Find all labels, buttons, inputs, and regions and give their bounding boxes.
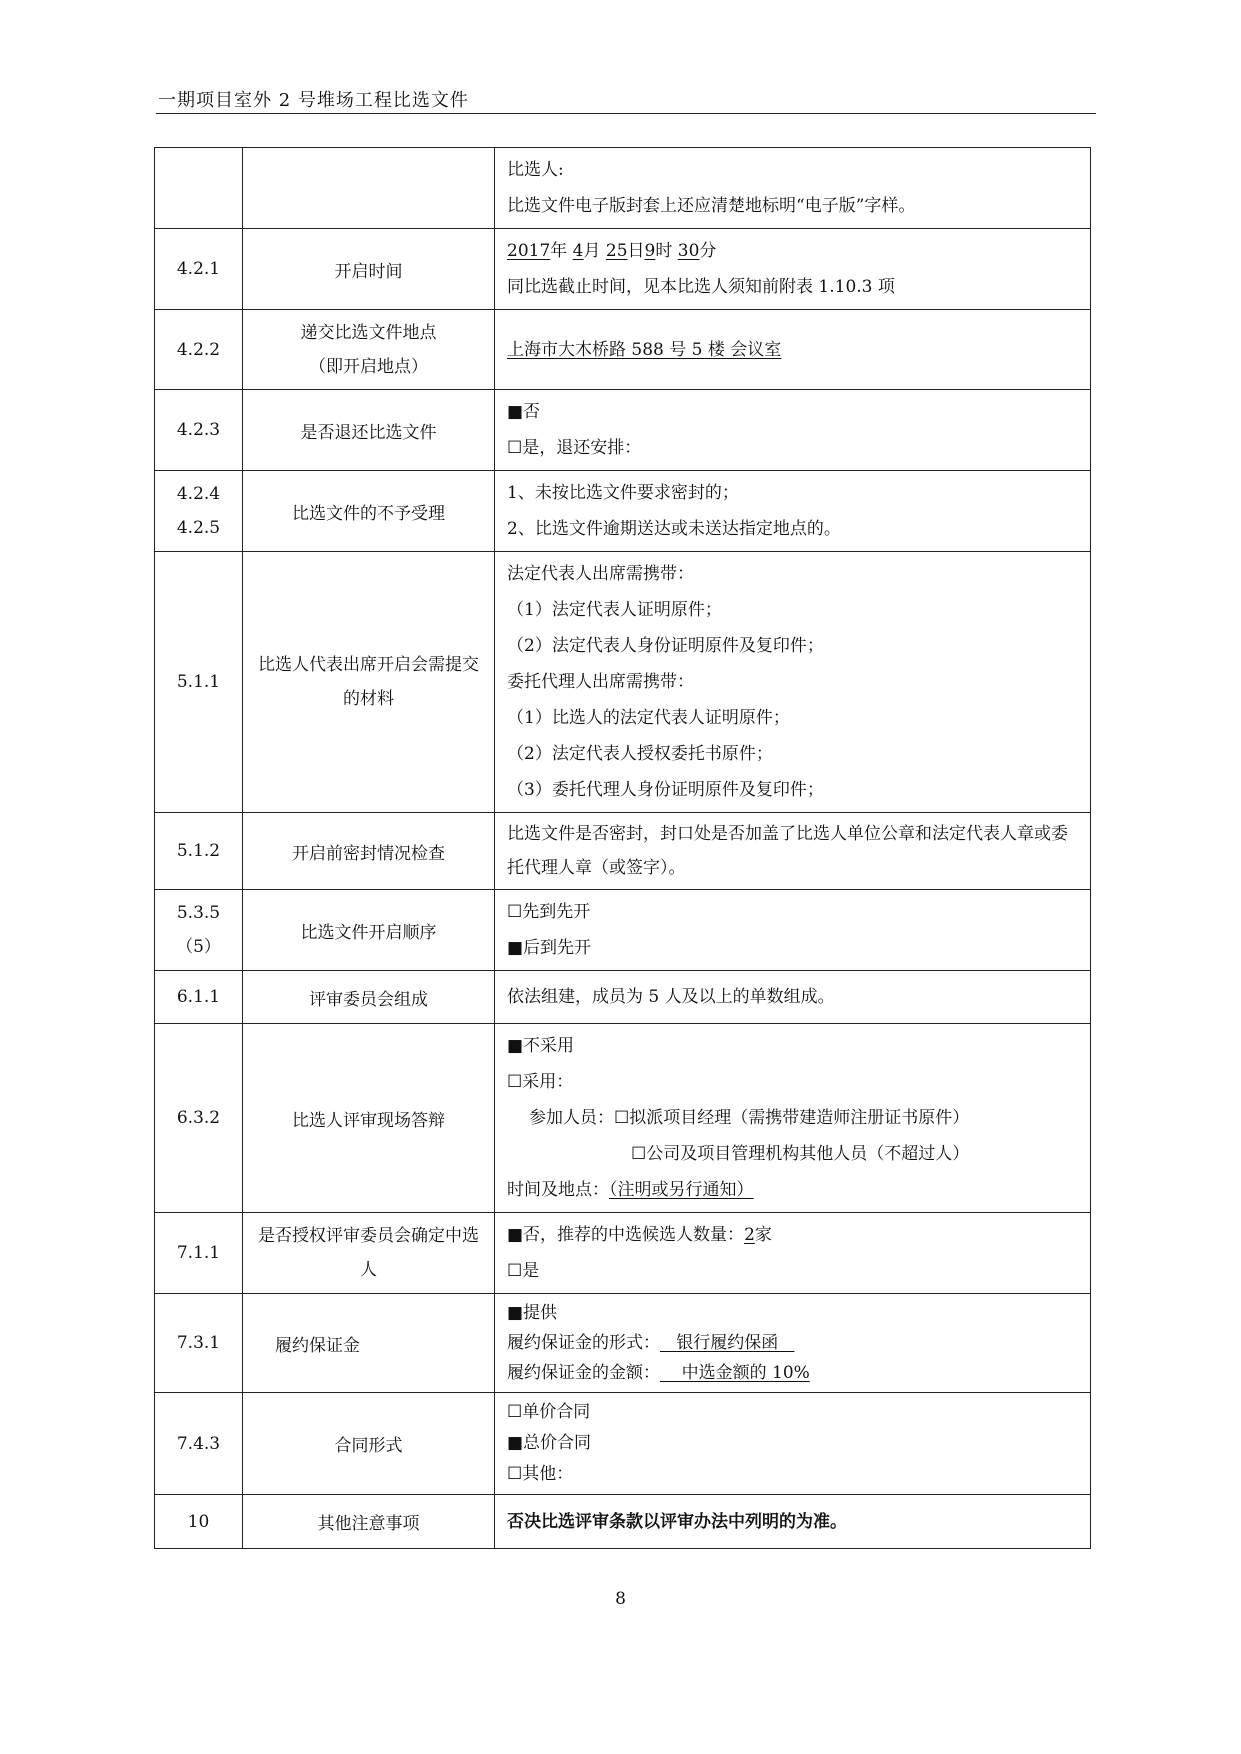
checkbox-option: ☐是，退还安排：	[507, 438, 642, 458]
content-line: （1）法定代表人证明原件；	[507, 600, 722, 620]
date-unit: 时	[655, 241, 673, 261]
clause-number-cell: 6.1.1	[155, 971, 243, 1024]
item-cell	[243, 1294, 495, 1393]
checkbox-option: ■总价合同	[507, 1433, 592, 1453]
checkbox-option: ☐其他：	[507, 1464, 574, 1484]
item-cell	[243, 552, 495, 813]
checkbox-option: ■提供	[507, 1303, 558, 1323]
item-cell	[243, 1213, 495, 1294]
content-line: 否决比选评审条款以评审办法中列明的为准。	[507, 1511, 847, 1532]
guarantee-form-label: 履约保证金的形式：	[507, 1333, 660, 1353]
table-row	[155, 310, 1091, 390]
date-hour: 9	[644, 241, 656, 261]
content-cell	[495, 148, 1091, 229]
content-line: 同比选截止时间，见本比选人须知前附表 1.10.3 项	[507, 277, 895, 297]
page-number: 8	[615, 1589, 626, 1609]
candidate-count-unit: 家	[754, 1225, 772, 1245]
content-cell	[495, 1393, 1091, 1495]
clause-number: 5.3.5	[176, 903, 221, 923]
item-text: 比选人代表出席开启会需提交的材料	[258, 655, 479, 709]
content-line: 2、比选文件逾期送达或未送达指定地点的。	[507, 519, 841, 539]
content-paragraph: 比选文件是否密封，封口处是否加盖了比选人单位公章和法定代表人章或委托代理人章（或签字）。	[507, 824, 1068, 878]
table-row	[155, 1393, 1091, 1495]
table-row	[155, 1294, 1091, 1393]
content-cell	[495, 471, 1091, 552]
content-line: （2）法定代表人身份证明原件及复印件；	[507, 636, 824, 656]
content-line: （2）法定代表人授权委托书原件；	[507, 744, 773, 764]
guarantee-amount-line	[507, 1358, 1080, 1388]
content-cell	[495, 229, 1091, 310]
time-location-label: 时间及地点：	[507, 1180, 609, 1200]
item-cell: 其他注意事项	[243, 1495, 495, 1549]
clause-number-cell: 4.2.1	[155, 229, 243, 310]
content-line: 依法组建，成员为 5 人及以上的单数组成。	[507, 987, 835, 1007]
content-cell	[495, 1024, 1091, 1213]
item-cell	[243, 310, 495, 390]
submission-address: 上海市大木桥路 588 号 5 楼 会议室	[507, 339, 782, 360]
guarantee-amount-value: 中选金额的 10%	[660, 1363, 810, 1383]
table-row	[155, 1024, 1091, 1213]
item-cell: 合同形式	[243, 1393, 495, 1495]
opening-date	[507, 233, 1080, 269]
date-minute: 30	[677, 241, 700, 261]
table-row	[155, 148, 1091, 229]
item-cell: 开启时间	[243, 229, 495, 310]
item-cell: 是否退还比选文件	[243, 390, 495, 471]
clause-number: （5）	[176, 937, 221, 957]
content-cell	[495, 310, 1091, 390]
header-divider	[156, 113, 1096, 114]
table-row	[155, 971, 1091, 1024]
candidate-count-label: ■否，推荐的中选候选人数量：	[507, 1225, 745, 1245]
clause-number: 4.2.5	[176, 518, 221, 538]
table-row	[155, 1495, 1091, 1549]
clause-number-cell: 7.3.1	[155, 1294, 243, 1393]
clause-number: 4.2.4	[176, 484, 221, 504]
clause-number-cell: 7.4.3	[155, 1393, 243, 1495]
address-line	[507, 332, 1080, 368]
clause-number-cell: 5.1.1	[155, 552, 243, 813]
participants-line: ☐公司及项目管理机构其他人员（不超过人）	[631, 1144, 970, 1164]
content-cell	[495, 890, 1091, 971]
checkbox-option: ☐单价合同	[507, 1402, 591, 1422]
item-text: 履约保证金	[275, 1335, 360, 1356]
candidate-count-line	[507, 1217, 1080, 1253]
clause-number-cell: 5.1.2	[155, 813, 243, 890]
content-line: （3）委托代理人身份证明原件及复印件；	[507, 780, 824, 800]
clause-number-cell: 6.3.2	[155, 1024, 243, 1213]
clause-number-cell	[155, 148, 243, 229]
content-line: 法定代表人出席需携带：	[507, 564, 694, 584]
item-cell	[243, 148, 495, 229]
participants-line: 参加人员：☐拟派项目经理（需携带建造师注册证书原件）	[529, 1108, 970, 1128]
time-location-line	[507, 1172, 1080, 1208]
item-text: 是否授权评审委员会确定中选人	[258, 1226, 479, 1280]
date-unit: 月	[583, 241, 601, 261]
table-row	[155, 390, 1091, 471]
item-cell: 比选人评审现场答辩	[243, 1024, 495, 1213]
content-cell	[495, 1294, 1091, 1393]
item-text: 递交比选文件地点	[300, 322, 437, 343]
table-row	[155, 890, 1091, 971]
clause-number-cell: 4.2.3	[155, 390, 243, 471]
table-row	[155, 813, 1091, 890]
date-day: 25	[605, 241, 628, 261]
clause-number-cell: 4.2.2	[155, 310, 243, 390]
content-line: 委托代理人出席需携带：	[507, 672, 694, 692]
content-line: 比选文件电子版封套上还应清楚地标明“电子版”字样。	[507, 196, 916, 216]
content-cell	[495, 971, 1091, 1024]
time-location-value: （注明或另行通知）	[609, 1180, 754, 1200]
guarantee-form-value: 银行履约保函	[660, 1333, 795, 1353]
item-cell: 比选文件的不予受理	[243, 471, 495, 552]
date-year: 2017	[507, 241, 551, 261]
content-cell	[495, 552, 1091, 813]
item-text: （即开启地点）	[309, 356, 428, 377]
date-unit: 分	[699, 241, 717, 261]
clause-number-cell: 7.1.1	[155, 1213, 243, 1294]
clause-number-cell	[155, 471, 243, 552]
guarantee-form-line	[507, 1328, 1080, 1358]
table-row	[155, 471, 1091, 552]
checkbox-option: ■后到先开	[507, 938, 592, 958]
date-month: 4	[572, 241, 584, 261]
content-cell	[495, 1495, 1091, 1549]
clause-number-cell: 10	[155, 1495, 243, 1549]
item-cell: 比选文件开启顺序	[243, 890, 495, 971]
date-unit: 年	[550, 241, 568, 261]
content-line: 比选人:	[507, 160, 564, 180]
item-cell: 开启前密封情况检查	[243, 813, 495, 890]
content-cell	[495, 1213, 1091, 1294]
bid-info-table	[154, 147, 1091, 1549]
table-row	[155, 552, 1091, 813]
checkbox-option: ☐先到先开	[507, 902, 591, 922]
page-header-title: 一期项目室外 2 号堆场工程比选文件	[158, 90, 469, 111]
checkbox-option: ☐采用：	[507, 1072, 574, 1092]
date-unit: 日	[627, 241, 645, 261]
guarantee-amount-label: 履约保证金的金额：	[507, 1363, 660, 1383]
checkbox-option: ■否	[507, 402, 541, 422]
table-row	[155, 1213, 1091, 1294]
candidate-count: 2	[744, 1225, 755, 1245]
content-line: （1）比选人的法定代表人证明原件；	[507, 708, 790, 728]
content-cell	[495, 813, 1091, 890]
checkbox-option: ■不采用	[507, 1036, 575, 1056]
item-cell: 评审委员会组成	[243, 971, 495, 1024]
content-cell	[495, 390, 1091, 471]
clause-number-cell	[155, 890, 243, 971]
table-row	[155, 229, 1091, 310]
content-line: 1、未按比选文件要求密封的；	[507, 483, 739, 503]
checkbox-option: ☐是	[507, 1261, 540, 1281]
